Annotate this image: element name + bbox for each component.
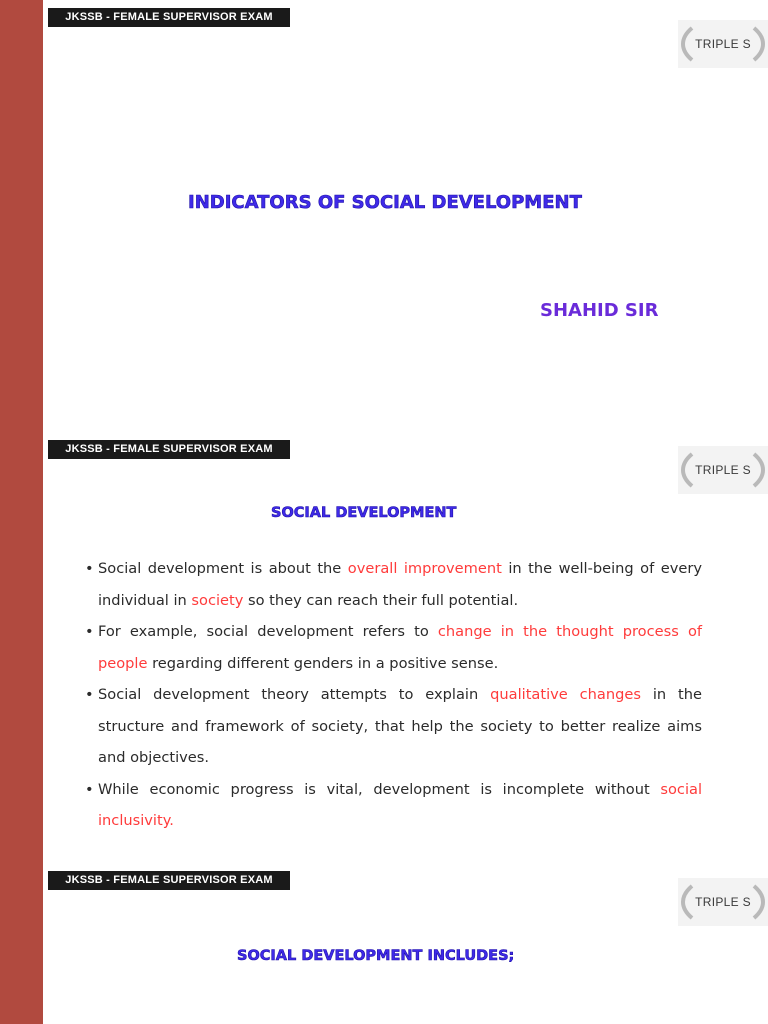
highlight-text: social inclusivity. [98,780,702,829]
slide-3-heading: SOCIAL DEVELOPMENT INCLUDES; [237,948,515,964]
slide-1 [43,0,768,432]
author-name: SHAHID SIR [540,300,659,321]
triple-s-logo [678,446,768,494]
bullet-item: • While economic progress is vital, development is incomplete without social inclusivity. [85,774,702,837]
exam-tag: JKSSB - FEMALE SUPERVISOR EXAM [48,871,290,890]
highlight-text: qualitative changes [490,686,641,703]
logo-text: TRIPLE S [695,37,751,51]
triple-s-logo [678,20,768,68]
triple-s-logo [678,878,768,926]
social-development-bullet-list [85,553,702,837]
bullet-item: • For example, social development refers to change in the thought process of people regarding different genders in a positive sense. [85,616,702,679]
left-accent-bar [0,0,43,1024]
slide-1-title: INDICATORS OF SOCIAL DEVELOPMENT [188,192,582,213]
bullet-item: • Social development theory attempts to explain qualitative changes in the structure and framework of society, that help the society to better realize aims and objectives. [85,679,702,774]
slide-2-heading: SOCIAL DEVELOPMENT [271,505,457,521]
highlight-text: society [191,591,244,609]
slide-3 [43,864,768,1024]
highlight-text: change in the thought process of people [98,623,703,672]
exam-tag: JKSSB - FEMALE SUPERVISOR EXAM [48,8,290,27]
bullet-item: • Social development is about the overall improvement in the well-being of every individual in society so they can reach their full potential. [85,553,702,616]
logo-text: TRIPLE S [695,463,751,477]
logo-text: TRIPLE S [695,895,751,909]
highlight-text: overall improvement [347,560,502,577]
exam-tag: JKSSB - FEMALE SUPERVISOR EXAM [48,440,290,459]
